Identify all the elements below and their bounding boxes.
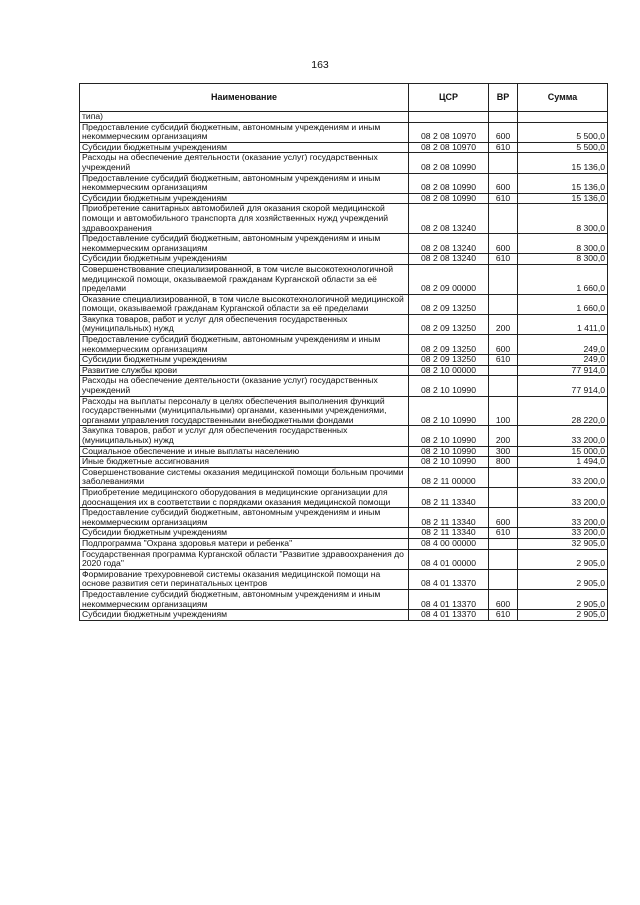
table-body xyxy=(80,112,608,621)
name-cell: Субсидии бюджетным учреждениям xyxy=(80,142,409,153)
name-cell: Социальное обеспечение и иные выплаты населению xyxy=(80,446,409,457)
name-cell: Предоставление субсидий бюджетным, автономным учреждениям и иным некоммерческим организациям xyxy=(80,508,409,528)
table-row xyxy=(80,122,608,142)
name-cell: Предоставление субсидий бюджетным, автономным учреждениям и иным некоммерческим организациям xyxy=(80,234,409,254)
name-cell: Подпрограмма "Охрана здоровья матери и ребенка" xyxy=(80,538,409,549)
name-cell: Приобретение санитарных автомобилей для оказания скорой медицинской помощи и автомобильного транспорта для хозяйственных нужд учреждений здравоохранения xyxy=(80,204,409,234)
vr-cell xyxy=(489,153,518,173)
table-row xyxy=(80,142,608,153)
table-row xyxy=(80,335,608,355)
table-row xyxy=(80,549,608,569)
vr-cell: 300 xyxy=(489,446,518,457)
vr-cell: 600 xyxy=(489,508,518,528)
name-cell: Приобретение медицинского оборудования в медицинские организации для дооснащения их в соответствии с порядками оказания медицинской помощи xyxy=(80,487,409,507)
vr-cell: 610 xyxy=(489,610,518,621)
sum-cell: 5 500,0 xyxy=(518,122,608,142)
sum-cell: 15 136,0 xyxy=(518,193,608,204)
table-row xyxy=(80,355,608,366)
sum-cell: 1 494,0 xyxy=(518,457,608,468)
csr-cell: 08 2 08 10970 xyxy=(409,122,489,142)
sum-cell: 2 905,0 xyxy=(518,589,608,609)
table-row xyxy=(80,426,608,446)
name-cell: типа) xyxy=(80,112,409,123)
table-row xyxy=(80,294,608,314)
page-number: 163 xyxy=(311,59,329,71)
name-cell: Государственная программа Курганской области "Развитие здравоохранения до 2020 года" xyxy=(80,549,409,569)
csr-cell: 08 2 08 10970 xyxy=(409,142,489,153)
sum-cell: 8 300,0 xyxy=(518,204,608,234)
vr-cell xyxy=(489,467,518,487)
table-row xyxy=(80,204,608,234)
vr-cell: 200 xyxy=(489,426,518,446)
table-row xyxy=(80,457,608,468)
vr-cell xyxy=(489,112,518,123)
sum-cell: 5 500,0 xyxy=(518,142,608,153)
csr-cell: 08 2 10 00000 xyxy=(409,365,489,376)
table-row xyxy=(80,264,608,294)
table-header-row xyxy=(80,84,608,112)
vr-cell: 600 xyxy=(489,173,518,193)
sum-cell: 2 905,0 xyxy=(518,549,608,569)
table-row xyxy=(80,538,608,549)
csr-cell: 08 4 01 13370 xyxy=(409,589,489,609)
table-row xyxy=(80,528,608,539)
name-cell: Формирование трехуровневой системы оказания медицинской помощи на основе развития сети перинатальных центров xyxy=(80,569,409,589)
csr-cell: 08 2 08 13240 xyxy=(409,204,489,234)
sum-cell: 15 000,0 xyxy=(518,446,608,457)
vr-cell xyxy=(489,569,518,589)
vr-cell xyxy=(489,365,518,376)
sum-cell: 77 914,0 xyxy=(518,376,608,396)
name-cell: Предоставление субсидий бюджетным, автономным учреждениям и иным некоммерческим организациям xyxy=(80,335,409,355)
name-cell: Иные бюджетные ассигнования xyxy=(80,457,409,468)
csr-cell: 08 2 08 10990 xyxy=(409,173,489,193)
vr-cell: 610 xyxy=(489,142,518,153)
table-row xyxy=(80,396,608,426)
csr-cell: 08 2 11 00000 xyxy=(409,467,489,487)
csr-cell: 08 4 01 13370 xyxy=(409,610,489,621)
table-row xyxy=(80,314,608,334)
sum-cell: 77 914,0 xyxy=(518,365,608,376)
vr-cell xyxy=(489,538,518,549)
vr-cell: 610 xyxy=(489,193,518,204)
name-cell: Совершенствование системы оказания медицинской помощи больным прочими заболеваниями xyxy=(80,467,409,487)
vr-cell: 610 xyxy=(489,528,518,539)
sum-cell: 249,0 xyxy=(518,355,608,366)
name-cell: Субсидии бюджетным учреждениям xyxy=(80,610,409,621)
sum-cell: 2 905,0 xyxy=(518,610,608,621)
table-row xyxy=(80,365,608,376)
name-cell: Субсидии бюджетным учреждениям xyxy=(80,254,409,265)
csr-cell: 08 2 08 13240 xyxy=(409,234,489,254)
name-cell: Субсидии бюджетным учреждениям xyxy=(80,193,409,204)
sum-cell xyxy=(518,112,608,123)
vr-cell: 100 xyxy=(489,396,518,426)
sum-cell: 1 660,0 xyxy=(518,264,608,294)
name-cell: Закупка товаров, работ и услуг для обеспечения государственных (муниципальных) нужд xyxy=(80,314,409,334)
column-header-csr: ЦСР xyxy=(409,84,489,112)
csr-cell: 08 2 10 10990 xyxy=(409,446,489,457)
table-row xyxy=(80,467,608,487)
vr-cell xyxy=(489,376,518,396)
csr-cell xyxy=(409,112,489,123)
vr-cell xyxy=(489,487,518,507)
name-cell: Совершенствование специализированной, в том числе высокотехнологичной медицинской помощи, оказываемой гражданам Курганской области за её пределами xyxy=(80,264,409,294)
table-row xyxy=(80,487,608,507)
name-cell: Предоставление субсидий бюджетным, автономным учреждениям и иным некоммерческим организациям xyxy=(80,173,409,193)
csr-cell: 08 2 08 13240 xyxy=(409,254,489,265)
budget-table xyxy=(79,83,608,621)
vr-cell: 600 xyxy=(489,335,518,355)
table-row xyxy=(80,254,608,265)
csr-cell: 08 2 10 10990 xyxy=(409,376,489,396)
sum-cell: 28 220,0 xyxy=(518,396,608,426)
sum-cell: 249,0 xyxy=(518,335,608,355)
sum-cell: 15 136,0 xyxy=(518,153,608,173)
csr-cell: 08 2 09 13250 xyxy=(409,355,489,366)
vr-cell: 610 xyxy=(489,254,518,265)
sum-cell: 8 300,0 xyxy=(518,254,608,265)
name-cell: Расходы на выплаты персоналу в целях обеспечения выполнения функций государственными (муниципальными) органами, казенными учреждениями, органами управления государственными внебюджетными фондами xyxy=(80,396,409,426)
csr-cell: 08 2 10 10990 xyxy=(409,396,489,426)
sum-cell: 32 905,0 xyxy=(518,538,608,549)
sum-cell: 33 200,0 xyxy=(518,508,608,528)
sum-cell: 1 411,0 xyxy=(518,314,608,334)
vr-cell xyxy=(489,549,518,569)
vr-cell: 600 xyxy=(489,234,518,254)
vr-cell: 610 xyxy=(489,355,518,366)
csr-cell: 08 2 10 10990 xyxy=(409,457,489,468)
csr-cell: 08 2 11 13340 xyxy=(409,528,489,539)
name-cell: Расходы на обеспечение деятельности (оказание услуг) государственных учреждений xyxy=(80,153,409,173)
csr-cell: 08 2 11 13340 xyxy=(409,508,489,528)
csr-cell: 08 4 00 00000 xyxy=(409,538,489,549)
vr-cell: 600 xyxy=(489,589,518,609)
csr-cell: 08 2 08 10990 xyxy=(409,153,489,173)
csr-cell: 08 4 01 13370 xyxy=(409,569,489,589)
sum-cell: 33 200,0 xyxy=(518,487,608,507)
csr-cell: 08 2 09 00000 xyxy=(409,264,489,294)
vr-cell xyxy=(489,264,518,294)
vr-cell: 200 xyxy=(489,314,518,334)
name-cell: Закупка товаров, работ и услуг для обеспечения государственных (муниципальных) нужд xyxy=(80,426,409,446)
sum-cell: 33 200,0 xyxy=(518,426,608,446)
table-row xyxy=(80,234,608,254)
table-row xyxy=(80,610,608,621)
table-row xyxy=(80,193,608,204)
sum-cell: 2 905,0 xyxy=(518,569,608,589)
column-header-vr: ВР xyxy=(489,84,518,112)
csr-cell: 08 4 01 00000 xyxy=(409,549,489,569)
csr-cell: 08 2 09 13250 xyxy=(409,314,489,334)
table-row xyxy=(80,376,608,396)
name-cell: Оказание специализированной, в том числе высокотехнологичной медицинской помощи, оказываемой гражданам Курганской области за её пределами xyxy=(80,294,409,314)
vr-cell: 800 xyxy=(489,457,518,468)
vr-cell: 600 xyxy=(489,122,518,142)
table-row xyxy=(80,153,608,173)
name-cell: Расходы на обеспечение деятельности (оказание услуг) государственных учреждений xyxy=(80,376,409,396)
table-row xyxy=(80,569,608,589)
sum-cell: 33 200,0 xyxy=(518,467,608,487)
sum-cell: 1 660,0 xyxy=(518,294,608,314)
sum-cell: 8 300,0 xyxy=(518,234,608,254)
name-cell: Субсидии бюджетным учреждениям xyxy=(80,528,409,539)
csr-cell: 08 2 11 13340 xyxy=(409,487,489,507)
name-cell: Предоставление субсидий бюджетным, автономным учреждениям и иным некоммерческим организациям xyxy=(80,589,409,609)
table-row xyxy=(80,173,608,193)
sum-cell: 33 200,0 xyxy=(518,528,608,539)
csr-cell: 08 2 09 13250 xyxy=(409,335,489,355)
name-cell: Субсидии бюджетным учреждениям xyxy=(80,355,409,366)
vr-cell xyxy=(489,294,518,314)
table-row xyxy=(80,508,608,528)
csr-cell: 08 2 09 13250 xyxy=(409,294,489,314)
vr-cell xyxy=(489,204,518,234)
column-header-name: Наименование xyxy=(80,84,409,112)
csr-cell: 08 2 10 10990 xyxy=(409,426,489,446)
table-row xyxy=(80,589,608,609)
name-cell: Развитие службы крови xyxy=(80,365,409,376)
name-cell: Предоставление субсидий бюджетным, автономным учреждениям и иным некоммерческим организациям xyxy=(80,122,409,142)
sum-cell: 15 136,0 xyxy=(518,173,608,193)
csr-cell: 08 2 08 10990 xyxy=(409,193,489,204)
table-row xyxy=(80,446,608,457)
column-header-sum: Сумма xyxy=(518,84,608,112)
table-row xyxy=(80,112,608,123)
